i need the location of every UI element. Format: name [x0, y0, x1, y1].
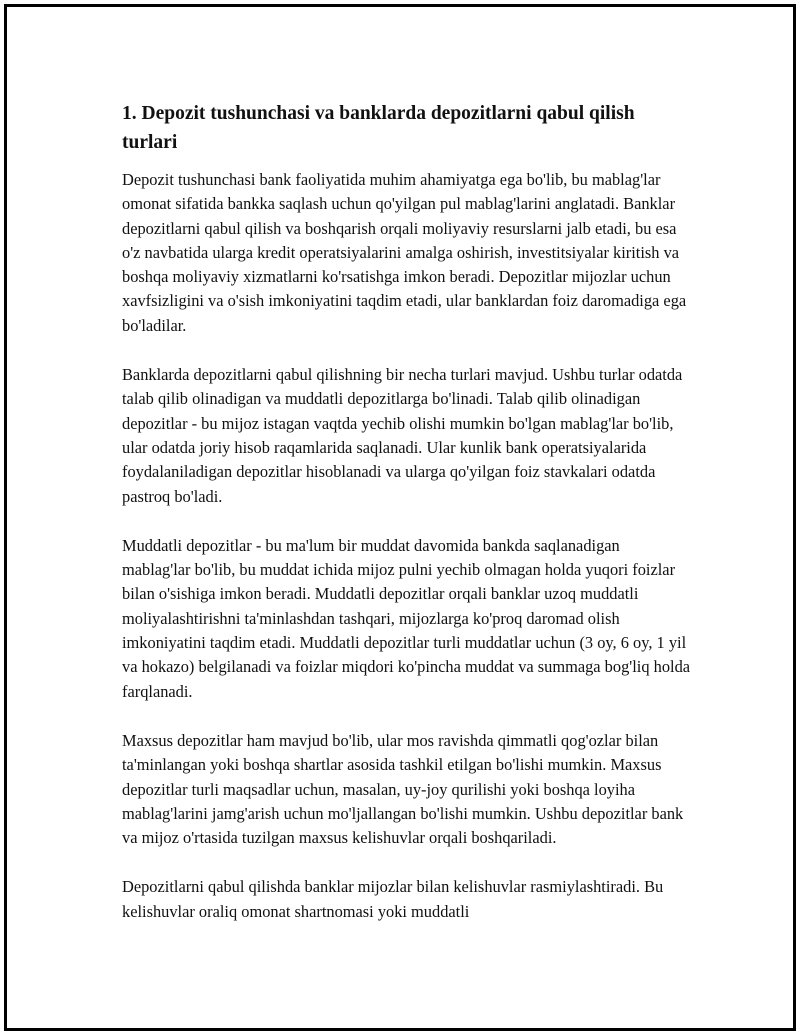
- section-heading: 1. Depozit tushunchasi va banklarda depozitlarni qabul qilish turlari: [122, 103, 635, 153]
- paragraph-special-deposits: Maxsus depozitlar ham mavjud bo'lib, ular mos ravishda qimmatli qog'ozlar bilan ta'minlangan yoki boshqa shartlar asosida tashkil etilgan bo'lishi mumkin. Maxsus depozitlar turli maqsadlar uchun, masalan, uy-joy qurilishi yoki boshqa loyiha mablag'larini jamg'arish uchun mo'ljallangan bo'lishi mumkin. Ushbu depozitlar bank va mijoz o'rtasida tuzilgan maxsus kelishuvlar orqali boshqariladi.: [122, 730, 684, 848]
- document-body: [122, 99, 692, 949]
- paragraph-term-deposits: Muddatli depozitlar - bu ma'lum bir muddat davomida bankda saqlanadigan mablag'lar bo'lib, bu muddat ichida mijoz pulni yechib olmagan holda yuqori foizlar bilan o'sishiga imkon beradi. Muddatli depozitlar orqali banklar uzoq muddatli moliyalashtirishni ta'minlashdan tashqari, mijozlarga ko'proq daromad olish imkoniyatini taqdim etadi. Muddatli depozitlar turli muddatlar uchun (3 oy, 6 oy, 1 yil va hokazo) belgilanadi va foizlar miqdori ko'pincha muddat va summaga bog'liq holda farqlanadi.: [122, 535, 691, 701]
- paragraph-deposit-agreements: Depozitlarni qabul qilishda banklar mijozlar bilan kelishuvlar rasmiylashtiradi. Bu kelishuvlar oraliq omonat shartnomasi yoki muddatli: [122, 877, 664, 921]
- paragraph-deposit-definition: Depozit tushunchasi bank faoliyatida muhim ahamiyatga ega bo'lib, bu mablag'lar omonat sifatida bankka saqlash uchun qo'yilgan pul mablag'larini anglatadi. Banklar depozitlarni qabul qilish va boshqarish orqali moliyaviy resurslarni jalb etadi, bu esa o'z navbatida ularga kredit operatsiyalarini amalga oshirish, investitsiyalar kiritish va boshqa moliyaviy xizmatlarni ko'rsatishga imkon beradi. Depozitlar mijozlar uchun xavfsizligini va o'sish imkoniyatini taqdim etadi, ular banklardan foiz daromadiga ega bo'ladilar.: [122, 170, 687, 335]
- paragraph-deposit-types: Banklarda depozitlarni qabul qilishning bir necha turlari mavjud. Ushbu turlar odatda talab qilib olinadigan va muddatli depozitlarga bo'linadi. Talab qilib olinadigan depozitlar - bu mijoz istagan vaqtda yechib olishi mumkin bo'lgan mablag'lar bo'lib, ular odatda joriy hisob raqamlarida saqlanadi. Ular kunlik bank operatsiyalarida foydalaniladigan depozitlar hisoblanadi va ularga qo'yilgan foiz stavkalari odatda pastroq bo'ladi.: [122, 365, 683, 506]
- document-page: [4, 4, 796, 1031]
